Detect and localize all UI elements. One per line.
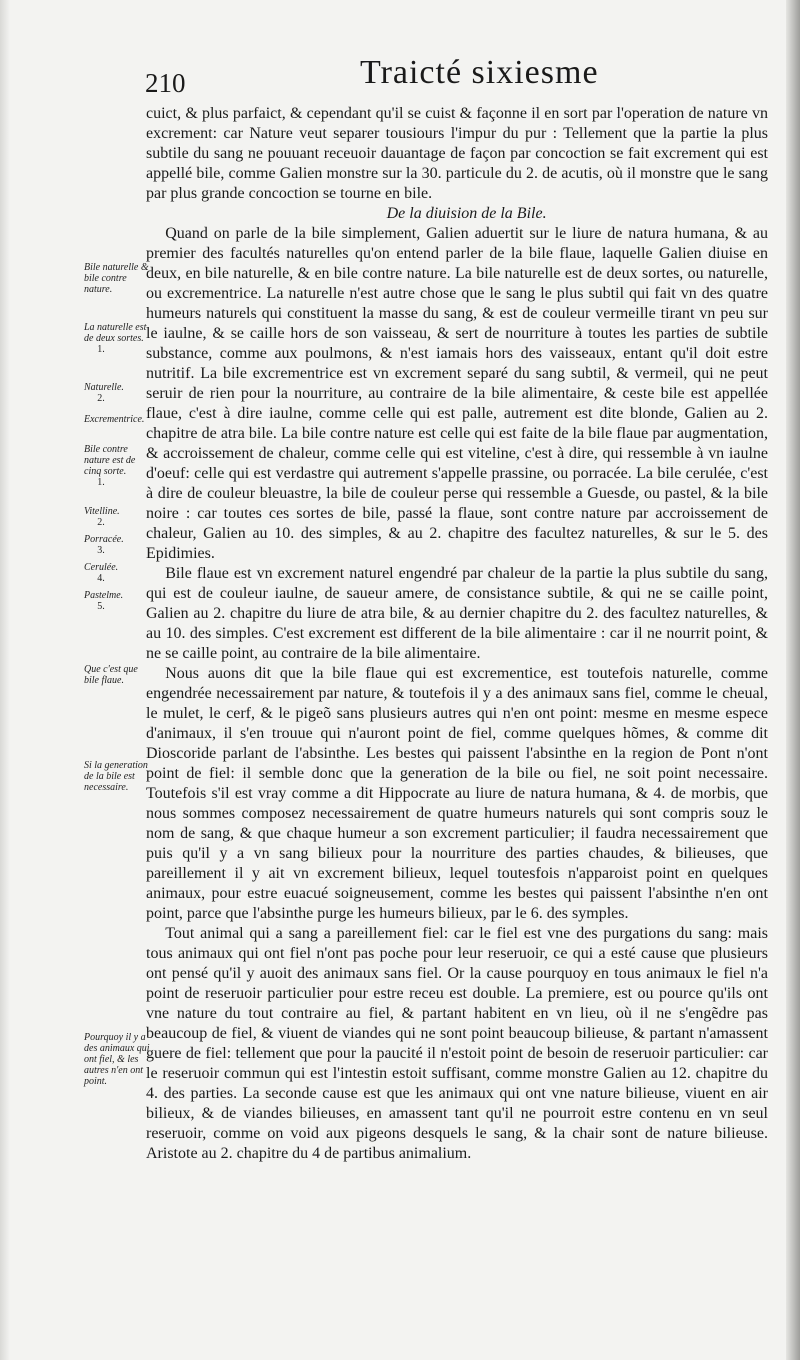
- paragraph-3: Bile flaue est vn excrement naturel engendré par chaleur de la partie la plus subtile du sang, qui est de couleur iaulne, de saueur amere, de consistance subtile, & qui ne se caille point, Galien au 2. chapitre du liure de atra bile, & au dernier chapitre du 2. des facultez naturelles, & au 10. des simples. C'est excrement est different de la bile alimentaire : car il ne nourrit point, & ne se caille point, au contraire de la bile alimentaire.: [146, 565, 768, 662]
- paragraph-4: Nous auons dit que la bile flaue qui est excrementice, est toutefois naturelle, comme engendrée necessairement par nature, & toutefois il y a des animaux sans fiel, comme le cheual, le mulet, le cerf, & le pigeõ sans plusieurs autres qui n'en ont point: mesme en mesme espece d'animaux, il s'en trouue qui n'auront point de fiel, comme quelques hõmes, & comme dit Dioscoride parlant de l'absinthe. Les bestes qui paissent l'absinthe en la region de Pont n'ont point de fiel: il semble donc que la generation de la bile ou fiel, ne soit point necessaire. Toutefois s'il est vray comme a dit Hippocrate au liure de natura humana, & 4. de morbis, que nous sommes composez necessairement de quatre humeurs naturels qui sont compris souz le nom de sang, & que chaque humeur a son excrement particulier; il faudra necessairement que puis qu'il y a vn sang bilieux pour la nourriture des parties chaudes, & bilieuses, que pareillement il y ait vn excrement bilieux, lequel toutesfois n'apparoist point en quelques animaux, pour estre euacué soigneusement, comme les bestes qui paissent l'absinthe n'en ont point, parce que l'absinthe purge les humeurs bilieux, par le 6. des symples.: [146, 665, 768, 922]
- marginal-note: [84, 590, 150, 612]
- marginal-note: [84, 562, 150, 584]
- marginal-note: [84, 760, 150, 793]
- marginal-note-text: Naturelle.: [84, 382, 124, 393]
- marginal-note: [84, 444, 150, 488]
- marginal-note-text: Excrementrice.: [84, 414, 145, 425]
- marginal-note-text: Pastelme.: [84, 590, 124, 601]
- marginal-note-text: Porracée.: [84, 534, 124, 545]
- marginal-note-number: 3.: [97, 545, 105, 556]
- marginal-note-number: 4.: [97, 573, 105, 584]
- paragraph-5: Tout animal qui a sang a pareillement fiel: car le fiel est vne des purgations du sang: mais tous animaux qui ont fiel n'ont pas poche pour leur reseruoir, ce qui a esté cause que plusieurs ont pensé qu'il y auoit des animaux sans fiel. Or la cause pourquoy en tous animaux le fiel n'a point de reseruoir particulier pour estre receu est double. La premiere, est ou pource qu'ils ont vne nature du tout contraire au fiel, & partant habitent en vn lieu, où il ne s'engẽdre pas beaucoup de fiel, & viuent de viandes qui ne sont point beaucoup bilieuse, & partant n'amassent guere de fiel: tellement que pour la paucité il n'estoit point de besoin de reseruoir particulier: car le reseruoir commun qui est l'intestin estoit suffisant, comme monstre Galien au 12. chapitre du 4. des parties. La seconde cause est que les animaux qui ont vne nature bilieuse, viuent en air bilieux, & de viandes bilieuses, en amassent tant qu'il ne pourroit estre contenu en vn seul reseruoir, comme on void aux pigeons desquels le sang, & la chair sont de nature bilieuse. Aristote au 2. chapitre du 4 de partibus animalium.: [146, 925, 768, 1162]
- page-header: [0, 54, 800, 102]
- marginal-note: [84, 506, 150, 528]
- marginal-note-text: Cerulée.: [84, 562, 119, 573]
- marginal-note: [84, 322, 150, 355]
- paragraph-2: Quand on parle de la bile simplement, Galien aduertit sur le liure de natura humana, & au premier des facultés naturelles qu'on entend parler de la bile flaue, laquelle Galien diuise en deux, en bile naturelle, & en bile contre nature. La bile naturelle est de deux sortes, ou naturelle, ou excrementrice. La naturelle n'est autre chose que le sang le plus subtil qui fait vn des quatre humeurs naturels qui constituent la masse du sang, & est de couleur vermeille tirant vn peu sur le iaulne, & se caille hors de son vaisseau, & sert de nourriture à toutes les parties de subtile substance, comme aux poulmons, & n'est iamais hors des vaisseaux, entant qu'il doit estre nutritif. La bile excrementrice est vn excrement separé du sang subtil, & vermeil, qui ne peut seruir de rien pour la nourriture, au contraire de la bile alimentaire, & ceste bile est appellée flaue, c'est à dire iaulne, comme celle qui est palle, autrement est dite blonde, Galien au 2. chapitre de atra bile. La bile contre nature est celle qui est faite de la bile flaue par augmentation, & accroissement de chaleur, comme celle qui est viteline, c'est à dire, qui ressemble à vn iaulne d'oeuf: celle qui est verdastre qui autrement s'appelle prassine, ou porracée. La bile cerulée, c'est à dire de couleur bleuastre, la bile de couleur perse qui ressemble a Guesde, ou pastel, & la bile noire : car toutes ces sortes de bile, passé la flaue, sont contre nature par accroissement de chaleur, Galien au 10. des simples, & au 2. chapitre des facultez naturelles, & sur le 5. des Epidimies.: [146, 225, 768, 562]
- section-subtitle: De la diuision de la Bile.: [386, 205, 547, 222]
- marginal-note-text: La naturelle est de deux sortes.: [84, 322, 147, 344]
- marginal-note-text: Pourquoy il y a des animaux qui ont fiel, & les autres n'en ont point.: [84, 1032, 150, 1087]
- running-title: Traicté sixiesme: [360, 54, 599, 91]
- paragraph-1: cuict, & plus parfaict, & cependant qu'il se cuist & façonne il en sort par l'operation de nature vn excrement: car Nature veut separer tousiours l'impur du pur : Tellement que la partie la plus subtile du sang ne pouuant receuoir dauantage de façon par concoction se fait excrement qui est appellé bile, comme Galien monstre sur la 30. particule du 2. de acutis, où il monstre que le sang par plus grande concoction se tourne en bile.: [146, 105, 768, 202]
- marginal-note: [84, 262, 150, 295]
- marginal-note-text: Bile naturelle & bile contre nature.: [84, 262, 149, 295]
- marginal-note-text: Si la generation de la bile est necessaire.: [84, 760, 148, 793]
- page-edge-shadow: [0, 0, 10, 1360]
- marginal-note-number: 1.: [97, 344, 105, 355]
- marginal-note-text: Bile contre nature est de cinq sorte.: [84, 444, 136, 477]
- marginal-note: [84, 1032, 150, 1087]
- marginal-note: [84, 664, 150, 686]
- main-text: [146, 104, 768, 1164]
- marginal-note: [84, 414, 150, 425]
- marginal-note-number: 2.: [97, 517, 105, 528]
- marginal-note-number: 2.: [97, 393, 105, 404]
- marginal-note: [84, 382, 150, 404]
- marginal-note-text: Vitelline.: [84, 506, 120, 517]
- marginal-note-text: Que c'est que bile flaue.: [84, 664, 138, 686]
- marginal-note: [84, 534, 150, 556]
- marginal-note-number: 5.: [97, 601, 105, 612]
- book-spine-shadow: [786, 0, 800, 1360]
- marginal-note-number: 1.: [97, 477, 105, 488]
- page-number: 210: [145, 68, 186, 98]
